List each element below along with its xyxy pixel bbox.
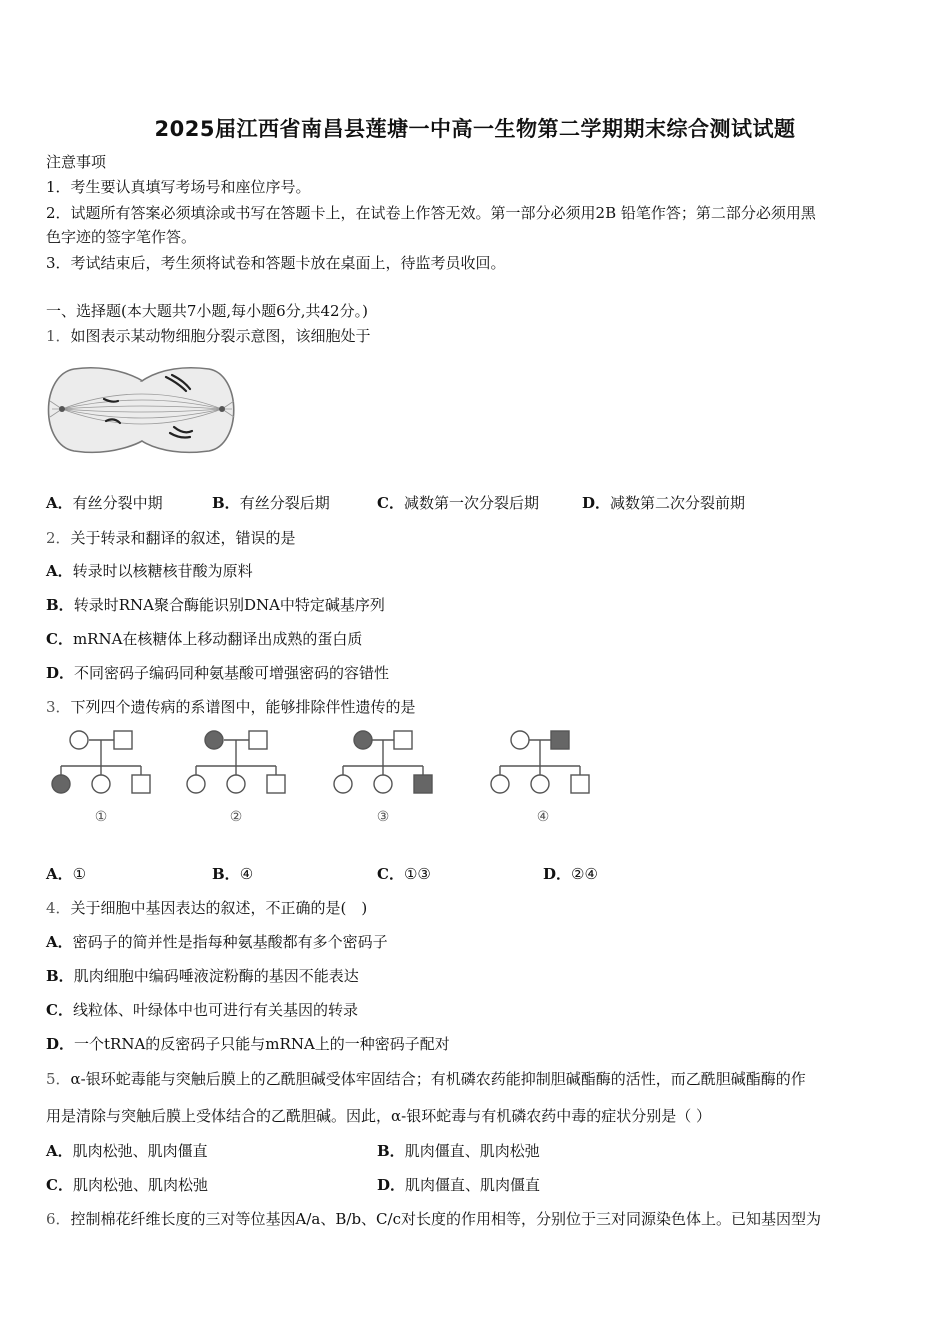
section-heading: 一、选择题(本大题共7小题,每小题6分,共42分。) [46,302,368,320]
q3-option-d[interactable] [543,864,598,884]
pedigree-label: ④ [536,809,550,825]
pedigree-3 [334,731,432,793]
option-label: B． [377,1142,405,1160]
q1-option-b[interactable] [212,493,330,513]
option-text: 有丝分裂后期 [239,494,330,512]
q2-option-a[interactable] [46,561,253,581]
q4-option-d[interactable] [46,1034,450,1054]
question-6-stem [46,1209,821,1229]
option-label: C． [46,1001,73,1019]
question-text: α-银环蛇毒能与突触后膜上的乙酰胆碱受体牢固结合；有机磷农药能抑制胆碱酯酶的活性，而乙酰胆碱酯酶的作 [70,1070,806,1088]
option-label: A． [46,494,73,512]
q2-option-c[interactable] [46,629,362,649]
q5-option-a[interactable] [46,1141,208,1161]
option-label: B． [46,967,74,985]
pedigree-label: ③ [376,809,390,825]
option-text: 线粒体、叶绿体中也可进行有关基因的转录 [72,1001,358,1019]
pedigree-label: ② [229,809,243,825]
question-number: 2． [46,529,71,547]
q1-option-c[interactable] [377,493,539,513]
q3-option-c[interactable] [377,864,431,884]
pedigree-4 [491,731,589,793]
option-label: D． [46,664,75,682]
question-number: 1． [46,327,71,345]
pedigree-diagrams [44,724,604,834]
question-5-stem-cont: 用是清除与突触后膜上受体结合的乙酰胆碱。因此，α-银环蛇毒与有机磷农药中毒的症状分别是（ ） [46,1107,711,1125]
q2-option-b[interactable] [46,595,385,615]
notice-item: 3．考试结束后，考生须将试卷和答题卡放在桌面上，待监考员收回。 [46,254,506,272]
option-label: B． [212,865,240,883]
q2-option-d[interactable] [46,663,389,683]
option-label: C． [377,494,404,512]
option-label: A． [46,933,73,951]
option-label: D． [582,494,611,512]
option-label: D． [46,1035,75,1053]
q3-option-a[interactable] [46,864,86,884]
question-number: 5． [46,1070,71,1088]
question-4-stem [46,898,367,918]
option-label: D． [543,865,572,883]
pedigree-1 [52,731,150,793]
question-2-stem [46,528,296,548]
q3-option-b[interactable] [212,864,253,884]
option-label: B． [46,596,74,614]
question-text: 下列四个遗传病的系谱图中，能够排除伴性遗传的是 [70,698,416,716]
option-text: 转录时RNA聚合酶能识别DNA中特定碱基序列 [73,596,385,614]
question-number: 6． [46,1210,71,1228]
option-label: A． [46,865,73,883]
option-label: A． [46,562,73,580]
option-label: D． [377,1176,406,1194]
question-number: 4． [46,899,71,917]
exam-title: 2025届江西省南昌县莲塘一中高一生物第二学期期末综合测试试题 [154,117,796,141]
notice-heading: 注意事项 [46,153,107,171]
option-label: A． [46,1142,73,1160]
option-label: C． [46,1176,73,1194]
option-label: C． [377,865,404,883]
option-text: ① [72,865,87,883]
q5-option-b[interactable] [377,1141,540,1161]
option-label: B． [212,494,240,512]
q4-option-a[interactable] [46,932,388,952]
option-text: 有丝分裂中期 [72,494,163,512]
q1-option-d[interactable] [582,493,745,513]
q4-option-b[interactable] [46,966,359,986]
option-text: 一个tRNA的反密码子只能与mRNA上的一种密码子配对 [74,1035,450,1053]
notice-item: 色字迹的签字笔作答。 [46,228,197,246]
question-text: 关于转录和翻译的叙述，错误的是 [70,529,296,547]
option-text: 肌肉松弛、肌肉松弛 [72,1176,208,1194]
option-text: 肌肉松弛、肌肉僵直 [72,1142,208,1160]
question-text: 关于细胞中基因表达的叙述，不正确的是( ) [70,899,368,917]
question-text: 控制棉花纤维长度的三对等位基因A/a、B/b、C/c对长度的作用相等，分别位于三对同源染色体上。已知基因型为 [70,1210,821,1228]
pedigree-2 [187,731,285,793]
q4-option-c[interactable] [46,1000,358,1020]
option-text: ①③ [403,865,431,883]
option-text: 减数第二次分裂前期 [610,494,746,512]
option-text: 肌肉僵直、肌肉松弛 [404,1142,540,1160]
option-text: 肌肉僵直、肌肉僵直 [405,1176,541,1194]
q1-option-a[interactable] [46,493,163,513]
notice-item: 2．试题所有答案必须填涂或书写在答题卡上，在试卷上作答无效。第一部分必须用2B 铅笔作答；第二部分必须用黑 [46,204,816,222]
option-text: 转录时以核糖核苷酸为原料 [72,562,253,580]
pedigree-label: ① [94,809,108,825]
option-text: 肌肉细胞中编码唾液淀粉酶的基因不能表达 [73,967,359,985]
question-5-stem [46,1069,806,1089]
question-3-stem [46,697,416,717]
option-text: ②④ [571,865,598,883]
option-label: C． [46,630,73,648]
option-text: 密码子的简并性是指每种氨基酸都有多个密码子 [72,933,388,951]
question-number: 3． [46,698,71,716]
option-text: ④ [239,865,254,883]
question-1-stem [46,326,371,346]
option-text: 减数第一次分裂后期 [403,494,539,512]
option-text: 不同密码子编码同种氨基酸可增强密码的容错性 [74,664,390,682]
notice-item: 1．考生要认真填写考场号和座位序号。 [46,178,311,196]
q5-option-d[interactable] [377,1175,540,1195]
cell-division-diagram [44,361,240,459]
option-text: mRNA在核糖体上移动翻译出成熟的蛋白质 [72,630,363,648]
q5-option-c[interactable] [46,1175,208,1195]
question-text: 如图表示某动物细胞分裂示意图，该细胞处于 [70,327,371,345]
